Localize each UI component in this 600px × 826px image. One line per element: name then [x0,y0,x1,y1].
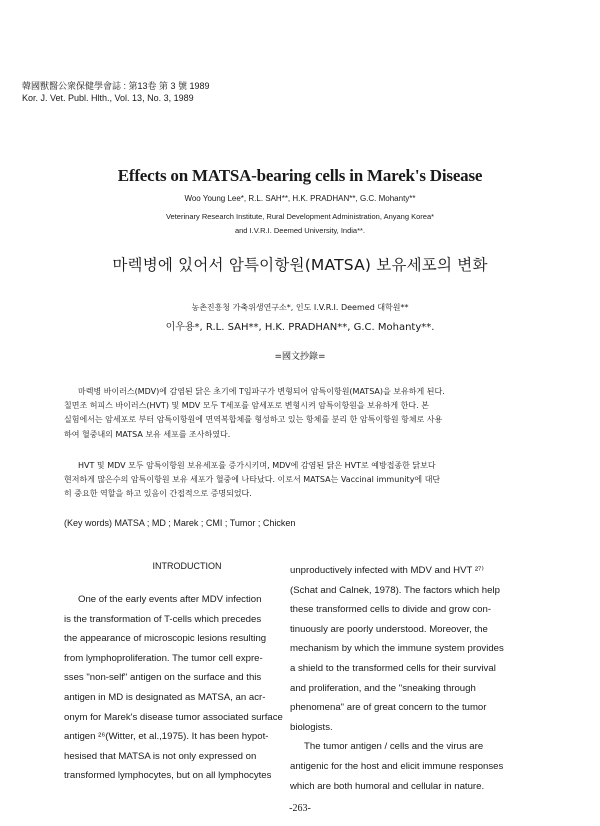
right-column [290,561,555,796]
text-line: One of the early events after MDV infection [78,594,262,605]
journal-line-korean: 韓國獸醫公衆保健學會誌 : 第13卷 第 3 號 1989 [22,81,210,91]
text-line: The tumor antigen / cells and the virus are [304,741,484,753]
korean-affiliation: 농촌진흥청 가축위생연구소*, 인도 I.V.R.I. Deemed 대학원** [191,303,409,312]
keywords: (Key words) MATSA ; MD ; Marek ; CMI ; Tumor ; Chicken [64,518,296,528]
text-line: transformed lymphocytes, but on all lymphocytes [64,770,272,782]
text-line: and proliferation, and the "sneaking through [290,682,476,694]
text-line: is the transformation of T-cells which precedes [64,613,262,625]
left-column [64,590,314,786]
text-line: from lymphoproliferation. The tumor cell expre- [64,652,263,664]
text-line: a shield to the transformed cells for their survival [290,662,496,674]
introduction-heading: INTRODUCTION [152,561,222,571]
page-number: -263- [289,803,311,814]
journal-header [22,80,210,104]
korean-title: 마렉병에 있어서 암특이항원(MATSA) 보유세포의 변화 [112,256,488,274]
abstract-line: 하여 혈중내의 MATSA 보유 세포를 조사하였다. [64,429,231,439]
text-line: antigen ²⁶(Witter, et al.,1975). It has been hypot- [64,731,269,743]
text-line: (Schat and Calnek, 1978). The factors which help [290,584,500,596]
text-line: biologists. [290,721,333,733]
abstract-line: 마렉병 바이러스(MDV)에 감염된 닭은 초기에 T임파구가 변형되어 암특이항원(MATSA)을 보유하게 된다. [78,387,445,396]
text-line: onym for Marek's disease tumor associated surface [64,711,283,723]
abstract-line: 칠면조 허피스 바이러스(HVT) 및 MDV 모두 T세포를 암세포로 변형시켜 암특이항원을 보유하게 한다. 본 [64,401,429,411]
text-line: antigen in MD is designated as MATSA, an acr- [64,691,266,703]
abstract-line: 현저하게 많은수의 암특이항원 보유 세포가 혈중에 나타났다. 이로서 MATSA는 Vaccinal immunity에 대단 [64,475,441,485]
text-line: sses "non-self" antigen on the surface and this [64,672,262,684]
text-line: the appearance of microscopic lesions resulting [64,633,267,645]
abstract-line: 실험에서는 암세포로 부터 암특이항원에 면역복합체를 형성하고 있는 항체를 분리 한 암특이항원 항체로 사용 [64,415,443,425]
text-line: tinuously are poorly understood. Moreover, the [290,623,488,635]
text-line: hesised that MATSA is not only expressed on [64,750,257,762]
abstract-paragraph-1 [64,385,542,442]
text-line: phenomena" are of great concern to the tumor [290,702,487,714]
korean-authors: 이우용*, R.L. SAH**, H.K. PRADHAN**, G.C. Mohanty**. [165,322,435,333]
text-line: unproductively infected with MDV and HVT ²⁷⁾ [290,565,484,576]
text-line: antigenic for the host and elicit immune responses [290,760,504,772]
text-line: which are both humoral and cellular in nature. [290,780,485,792]
affiliation-1: Veterinary Research Institute, Rural Development Administration, Anyang Korea* [165,212,435,221]
abstract-paragraph-2 [64,459,542,502]
text-line: these transformed cells to divide and grow con- [290,604,492,616]
abstract-line: HVT 및 MDV 모두 암특이항원 보유세포를 증가시키며, MDV에 감염된 닭은 HVT로 예방접종한 닭보다 [78,461,436,470]
affiliation-2: and I.V.R.I. Deemed University, India**. [234,226,366,235]
journal-line-english: Kor. J. Vet. Publ. Hlth., Vol. 13, No. 3, 1989 [22,93,194,103]
authors-english: Woo Young Lee*, R.L. SAH**, H.K. PRADHAN**, G.C. Mohanty** [184,194,416,203]
abstract-line: 히 중요한 역할을 하고 있음이 간접적으로 증명되었다. [64,489,252,499]
text-line: mechanism by which the immune system provides [290,643,504,655]
paper-title: Effects on MATSA-bearing cells in Marek's Disease [117,166,483,185]
abstract-heading: =國文抄錄= [274,352,326,362]
